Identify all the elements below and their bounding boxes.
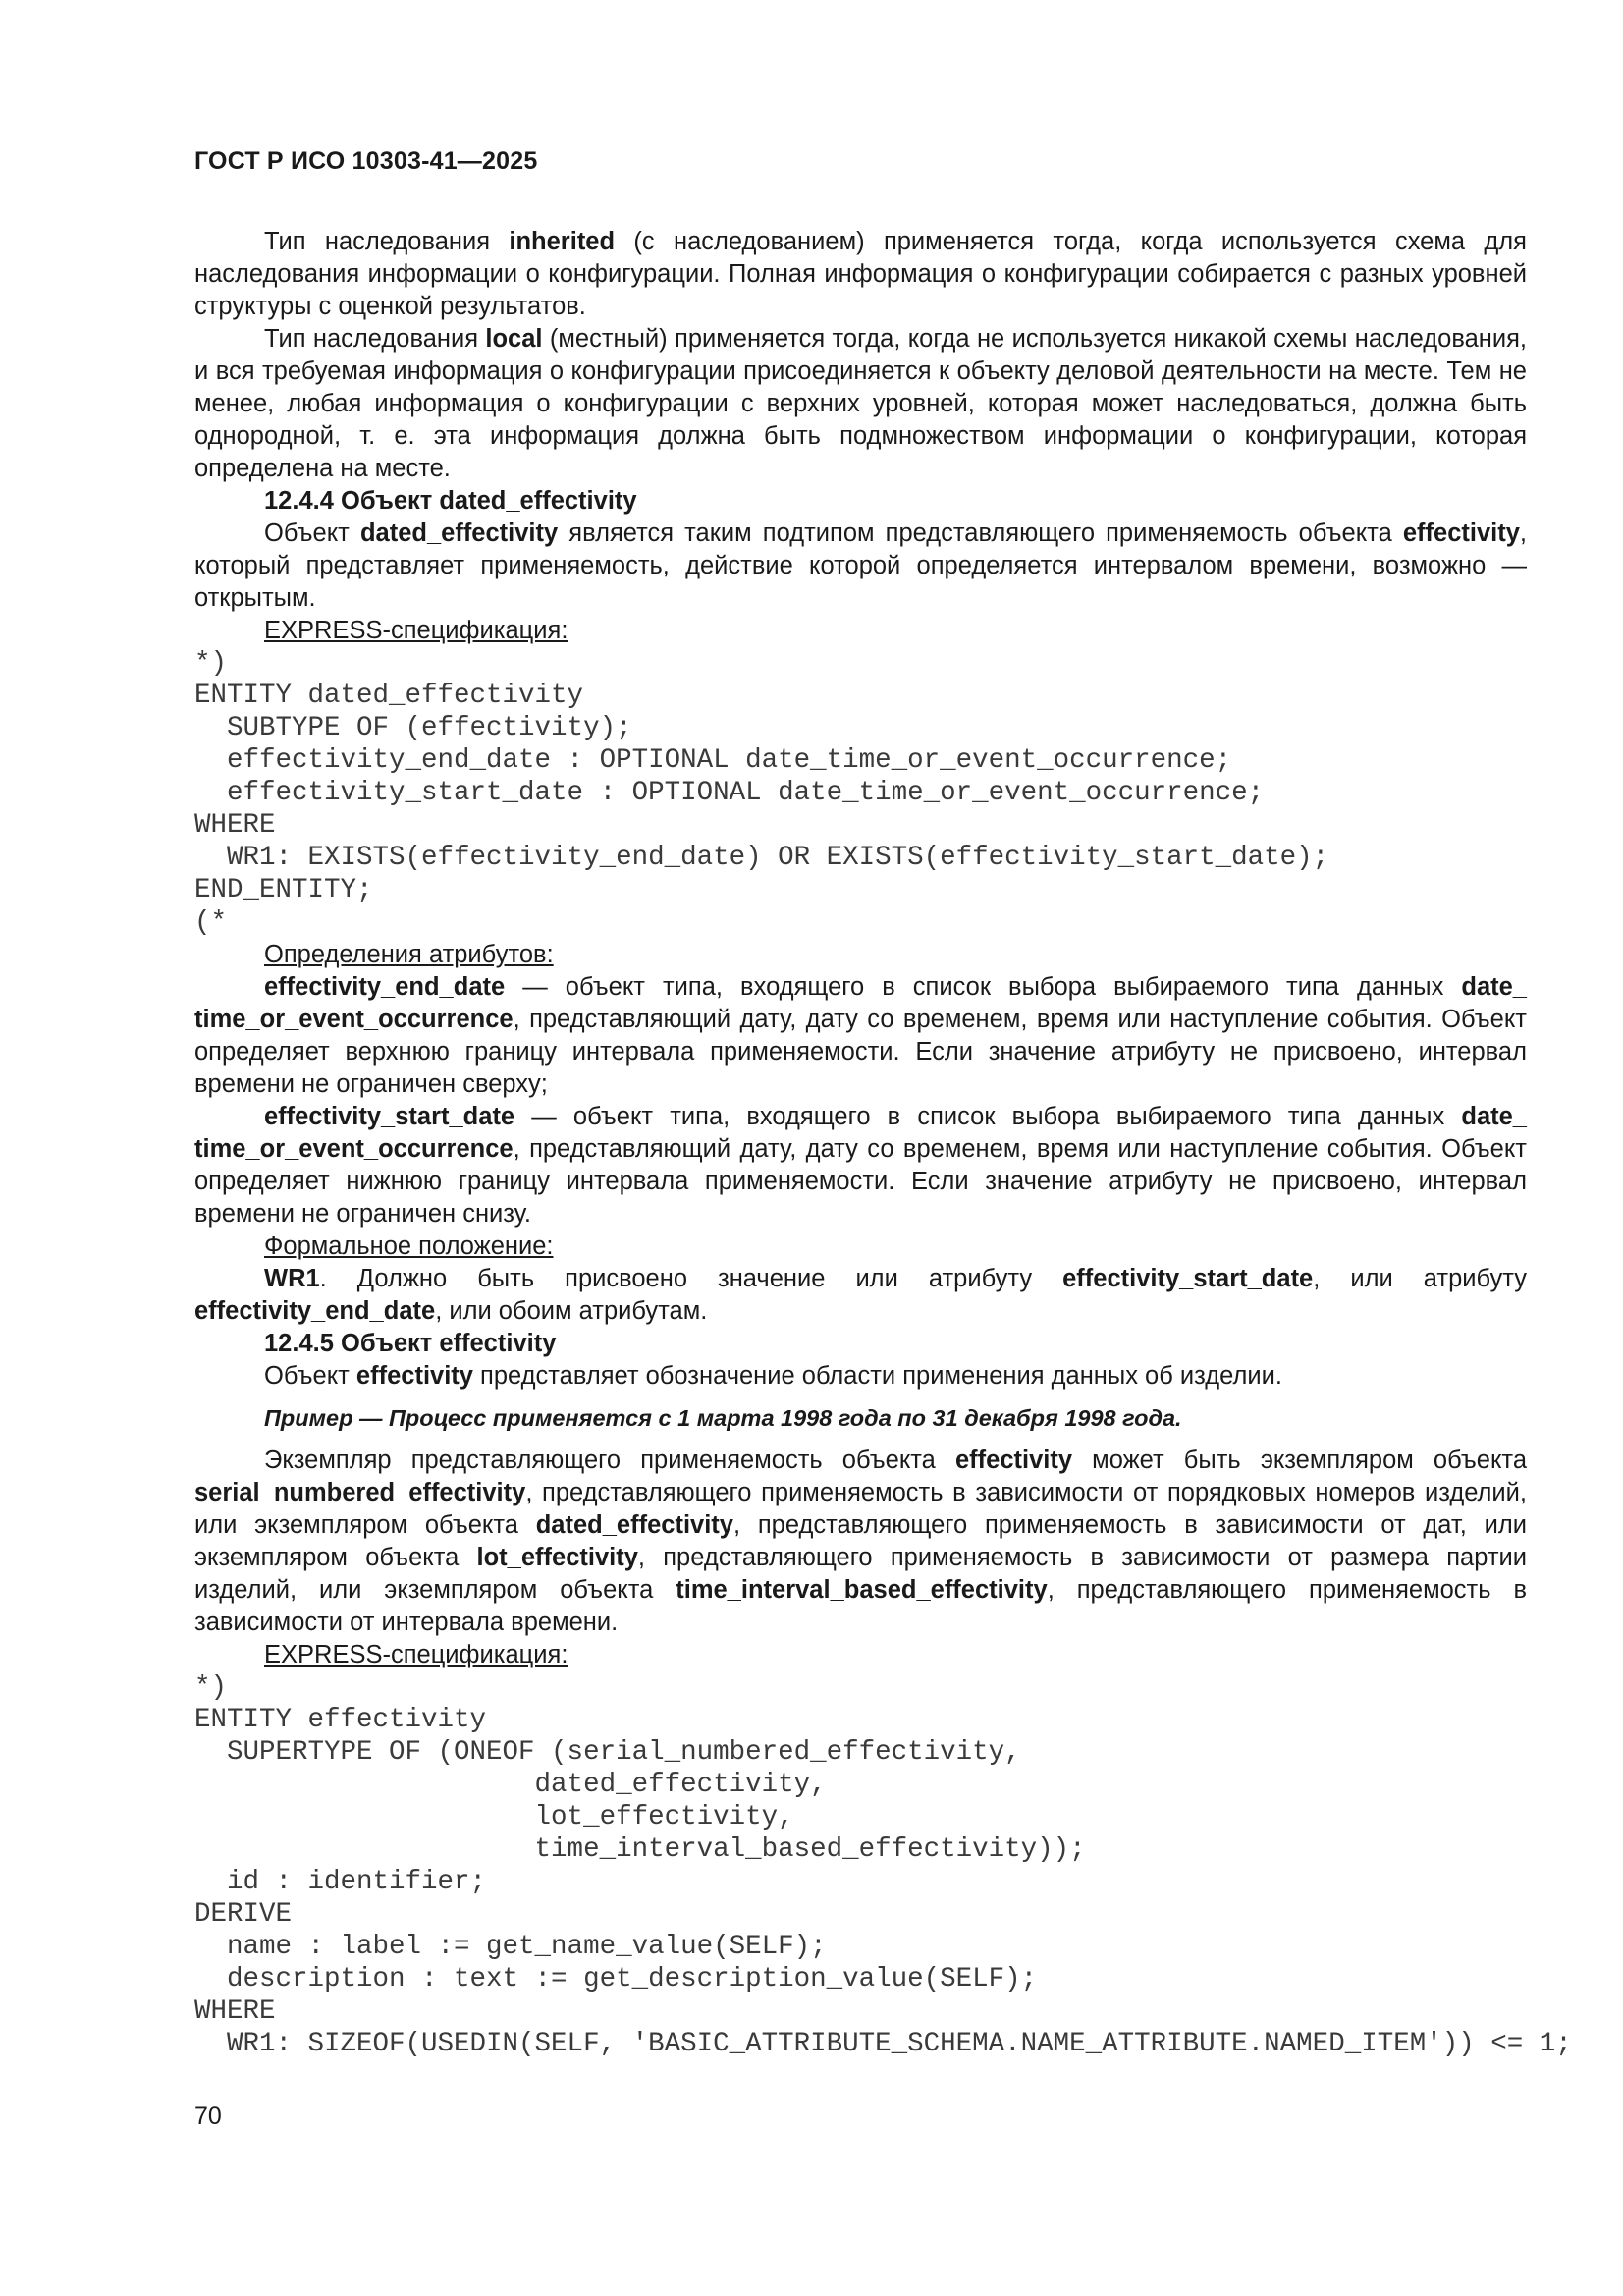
text-run: , представляющий дату, дату со временем, время или наступление события. Объект определяет верхнюю границу интервала применяемости. Если значение атрибуту не присвоено, интервал времени не ограничен сверху; bbox=[194, 1006, 1527, 1098]
paragraph bbox=[194, 971, 1527, 1101]
express-spec-label: EXPRESS-спецификация: bbox=[264, 617, 568, 644]
section-heading: 12.4.4 Объект dated_effectivity bbox=[264, 487, 637, 515]
text-run: Тип наследования bbox=[264, 325, 486, 353]
express-spec-label: EXPRESS-спецификация: bbox=[264, 1641, 568, 1668]
text-run: , представляющий дату, дату со временем, время или наступление события. Объект определяет нижнюю границу интервала применяемости. Если значение атрибуту не присвоено, интервал времени не ограничен снизу. bbox=[194, 1135, 1527, 1228]
paragraph bbox=[194, 1360, 1527, 1393]
section-heading: 12.4.5 Объект effectivity bbox=[264, 1330, 557, 1357]
text-run: , представляющего применяемость в зависимости от дат, или экземпляром объекта bbox=[194, 1511, 1527, 1571]
text-run: , представляющего применяемость в зависимости от размера партии изделий, или экземпляром объекта bbox=[194, 1544, 1527, 1604]
text-run: является таким подтипом представляющего применяемость объекта bbox=[558, 519, 1403, 547]
text-run: — объект типа, входящего в список выбора выбираемого типа данных bbox=[505, 973, 1462, 1001]
term: time_interval_based_effectivity bbox=[676, 1576, 1048, 1604]
express-code-block: *) ENTITY dated_effectivity SUBTYPE OF (effectivity); effectivity_end_date : OPTIONAL date_time_or_event_occurrence; effectivity_start_date : OPTIONAL date_time_or_event_occurrence; WHERE WR1: EXISTS(effectivity_end_date) OR EXISTS(effectivity_start_date); END_ENTITY; (* bbox=[194, 648, 1329, 938]
term: effectivity_end_date bbox=[194, 1297, 436, 1325]
text-run: представляет обозначение области применения данных об изделии. bbox=[472, 1362, 1282, 1390]
page-content bbox=[194, 226, 1572, 2060]
term: effectivity bbox=[955, 1447, 1073, 1474]
term: dated_effectivity bbox=[535, 1511, 733, 1539]
text-run: , представляющего применяемость в зависимости от порядковых номеров изделий, или экземпляром объекта bbox=[194, 1479, 1527, 1539]
term: effectivity bbox=[355, 1362, 473, 1390]
term: serial_numbered_effectivity bbox=[194, 1479, 526, 1506]
paragraph bbox=[194, 1445, 1527, 1639]
term: effectivity_start_date bbox=[264, 1103, 515, 1130]
text-run: Тип наследования bbox=[264, 228, 510, 255]
term: lot_effectivity bbox=[476, 1544, 638, 1571]
text-run: , представляющего применяемость в зависимости от интервала времени. bbox=[194, 1576, 1527, 1636]
text-run: Экземпляр представляющего применяемость объекта bbox=[264, 1447, 955, 1474]
term: effectivity bbox=[1402, 519, 1520, 547]
text-run: (местный) применяется тогда, когда не используется никакой схемы наследования, и вся требуемая информация о конфигурации присоединяется к объекту деловой деятельности на месте. Тем не менее, любая информация о конфигурации с верхних уровней, которая может наследоваться, должна быть однородной, т. е. эта информация должна быть подмножеством информации о конфигурации, которая определена на месте. bbox=[194, 325, 1527, 482]
text-run: может быть экземпляром объекта bbox=[1072, 1447, 1527, 1474]
term: inherited bbox=[509, 228, 616, 255]
term: local bbox=[485, 325, 543, 353]
paragraph bbox=[194, 518, 1527, 615]
text-run: — объект типа, входящего в список выбора выбираемого типа данных bbox=[514, 1103, 1462, 1130]
text-run: , или атрибуту bbox=[1313, 1265, 1528, 1292]
text-run: . Должно быть присвоено значение или атрибуту bbox=[319, 1265, 1063, 1292]
page-number: 70 bbox=[194, 2103, 222, 2130]
text-run: (с наследованием) применяется тогда, когда используется схема для наследования информации о конфигурации. Полная информация о конфигурации собирается с разных уровней структуры с оценкой результатов. bbox=[194, 228, 1527, 320]
term: WR1 bbox=[264, 1265, 320, 1292]
paragraph bbox=[194, 1263, 1527, 1328]
attribute-definitions-label: Определения атрибутов: bbox=[264, 941, 554, 968]
term: date_ time_or_event_occurrence bbox=[194, 1103, 1527, 1163]
formal-proposition-label: Формальное положение: bbox=[264, 1232, 554, 1260]
text-run: Объект bbox=[264, 519, 360, 547]
text-run: , который представляет применяемость, действие которой определяется интервалом времени, возможно — открытым. bbox=[194, 519, 1528, 612]
paragraph bbox=[194, 1101, 1527, 1230]
text-run: Объект bbox=[264, 1362, 356, 1390]
paragraph bbox=[194, 323, 1527, 485]
text-run: , или обоим атрибутам. bbox=[435, 1297, 708, 1325]
term: dated_effectivity bbox=[359, 519, 559, 547]
paragraph bbox=[194, 226, 1527, 323]
term: effectivity_start_date bbox=[1062, 1265, 1314, 1292]
express-code-block: *) ENTITY effectivity SUPERTYPE OF (ONEOF (serial_numbered_effectivity, dated_effectivity, lot_effectivity, time_interval_based_effectivity)); id : identifier; DERIVE name : label := get_name_value(SELF); description : text := get_description_value(SELF); WHERE WR1: SIZEOF(USEDIN(SELF, 'BASIC_ATTRIBUTE_SCHEMA.NAME_ATTRIBUTE.NAMED_ITEM')) <= 1; bbox=[194, 1672, 1572, 2059]
page-header: ГОСТ Р ИСО 10303-41—2025 bbox=[194, 147, 538, 175]
term: date_ time_or_event_occurrence bbox=[194, 973, 1527, 1033]
term: effectivity_end_date bbox=[264, 973, 506, 1001]
example-note: Пример — Процесс применяется с 1 марта 1998 года по 31 декабря 1998 года. bbox=[264, 1405, 1182, 1431]
